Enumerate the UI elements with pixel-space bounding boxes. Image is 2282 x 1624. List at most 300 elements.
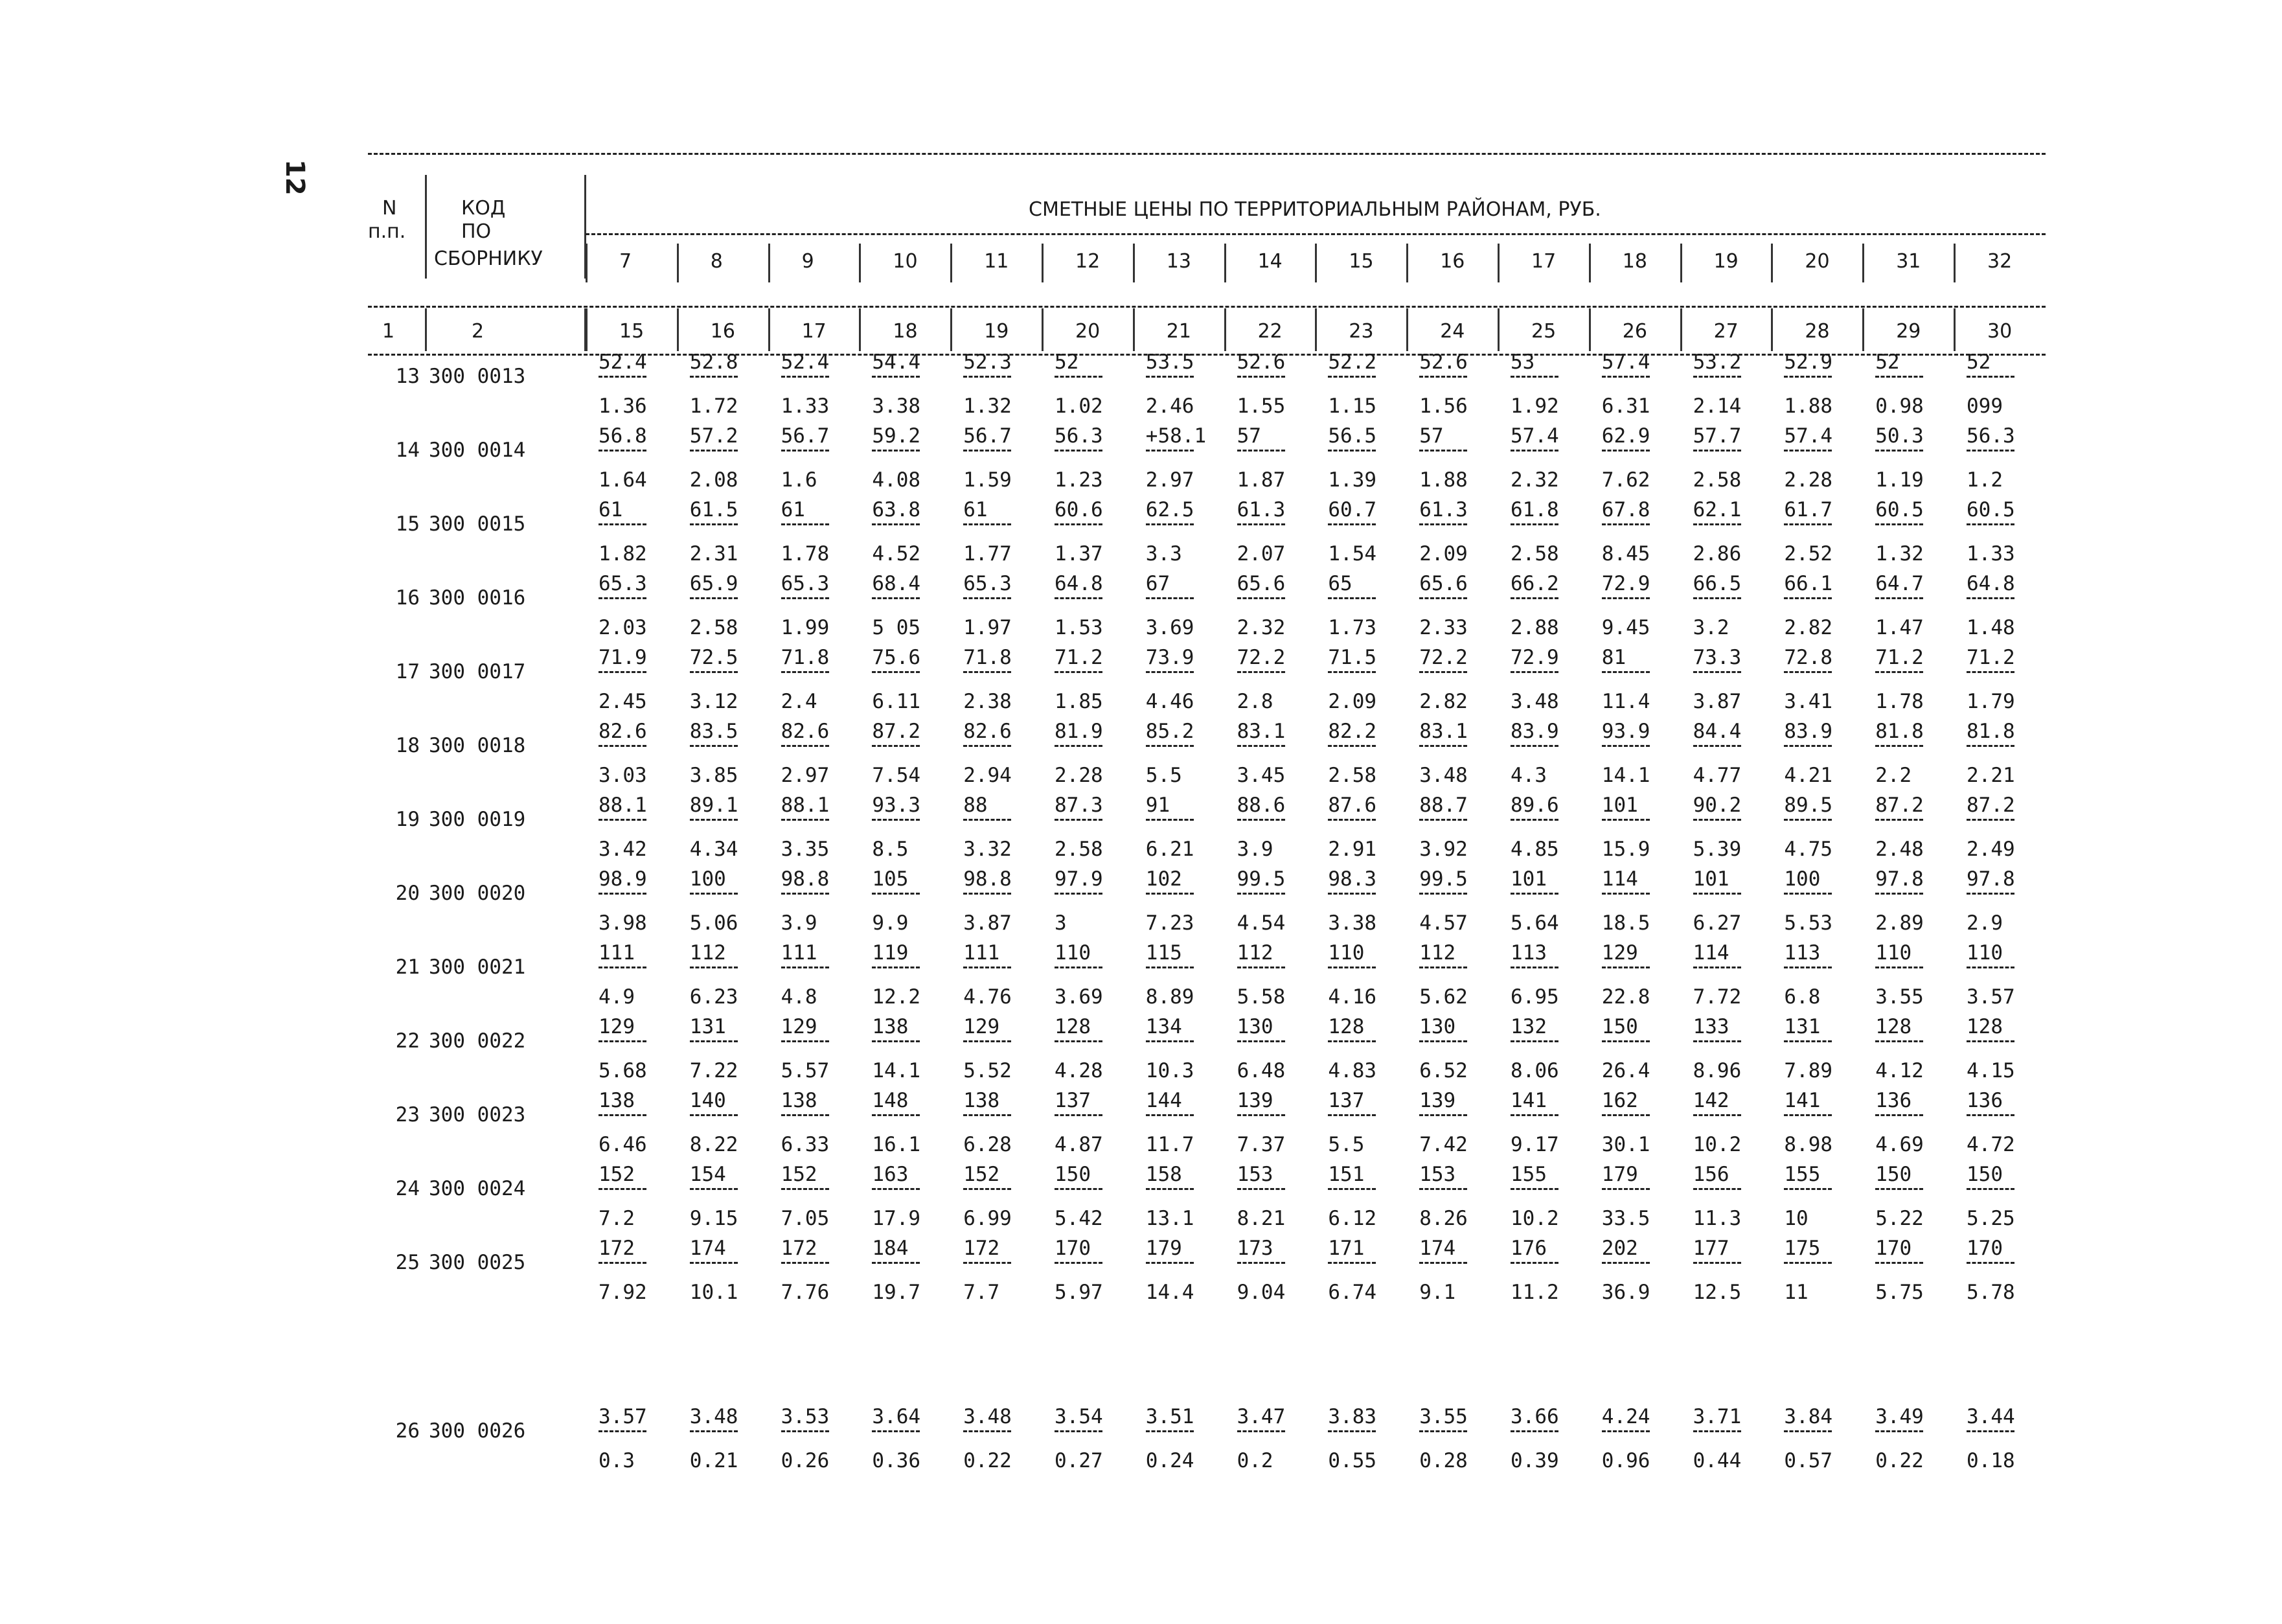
price-numerator: 152 — [599, 1163, 635, 1186]
price-numerator: 75.6 — [872, 646, 921, 669]
price-denominator: 3.98 — [599, 911, 647, 935]
price-numerator: 128 — [1875, 1015, 1912, 1038]
price-numerator: 114 — [1601, 867, 1638, 891]
price-denominator: 0.39 — [1511, 1449, 1559, 1472]
price-numerator: 57.4 — [1601, 350, 1650, 374]
row-number: 24 — [395, 1177, 420, 1200]
fraction-line — [1511, 1114, 1558, 1116]
fraction-line — [781, 1262, 829, 1264]
fraction-line — [690, 893, 738, 895]
price-denominator: 7.54 — [872, 764, 921, 787]
price-numerator: 61.8 — [1511, 498, 1559, 521]
price-numerator: 3.51 — [1145, 1405, 1194, 1428]
price-denominator: 4.83 — [1328, 1059, 1377, 1082]
fraction-line — [599, 1262, 646, 1264]
price-numerator: 59.2 — [872, 424, 921, 448]
price-denominator: 8.96 — [1693, 1059, 1742, 1082]
fraction-line — [1419, 1040, 1467, 1042]
row-code: 300 0019 — [429, 808, 526, 831]
price-numerator: 61.3 — [1419, 498, 1468, 521]
price-numerator: 62.5 — [1145, 498, 1194, 521]
fraction-line — [1328, 597, 1376, 599]
price-denominator: 1.33 — [781, 395, 830, 418]
header-col-code-sub1: ПО — [461, 220, 492, 243]
region-separator — [1315, 244, 1317, 282]
fraction-line — [1693, 819, 1741, 821]
price-numerator: 137 — [1328, 1089, 1365, 1112]
fraction-line — [1055, 1430, 1102, 1432]
price-denominator: 3.55 — [1875, 985, 1924, 1009]
price-denominator: 22.8 — [1601, 985, 1650, 1009]
price-numerator: 83.1 — [1237, 720, 1286, 743]
price-denominator: 1.2 — [1967, 468, 2003, 492]
index-number-20: 20 — [1075, 320, 1101, 343]
price-denominator: 3.87 — [1693, 690, 1742, 713]
price-denominator: 2.8 — [1237, 690, 1273, 713]
price-denominator: 1.99 — [781, 616, 830, 639]
price-numerator: 176 — [1511, 1237, 1547, 1260]
index-number-23: 23 — [1349, 320, 1374, 343]
fraction-line — [1419, 671, 1467, 673]
fraction-line — [690, 1262, 738, 1264]
price-numerator: 172 — [599, 1237, 635, 1260]
price-numerator: 57.7 — [1693, 424, 1742, 448]
price-numerator: 100 — [689, 867, 726, 891]
price-numerator: 112 — [1419, 941, 1456, 965]
price-denominator: 4.08 — [872, 468, 921, 492]
price-numerator: 3.66 — [1511, 1405, 1559, 1428]
fraction-line — [1237, 1430, 1285, 1432]
fraction-line — [872, 671, 920, 673]
price-denominator: 1.02 — [1055, 395, 1103, 418]
fraction-line — [690, 966, 738, 968]
fraction-line — [963, 1188, 1011, 1190]
price-denominator: 7.7 — [963, 1281, 1000, 1304]
price-numerator: 154 — [689, 1163, 726, 1186]
price-numerator: 113 — [1784, 941, 1821, 965]
index-separator — [1315, 308, 1317, 351]
fraction-line — [1328, 1430, 1376, 1432]
price-numerator: 73.9 — [1145, 646, 1194, 669]
fraction-line — [1967, 671, 2014, 673]
fraction-line — [1146, 819, 1194, 821]
region-separator — [1589, 244, 1591, 282]
price-numerator: 133 — [1693, 1015, 1729, 1038]
region-header-11: 11 — [984, 250, 1009, 273]
price-numerator: 89.6 — [1511, 794, 1559, 817]
region-header-17: 17 — [1531, 250, 1557, 273]
price-denominator: 1.82 — [599, 542, 647, 566]
region-rule — [368, 306, 2046, 308]
fraction-line — [1693, 966, 1741, 968]
price-denominator: 3.2 — [1693, 616, 1729, 639]
price-numerator: 66.5 — [1693, 572, 1742, 595]
price-denominator: 7.76 — [781, 1281, 830, 1304]
fraction-line — [1784, 1430, 1832, 1432]
fraction-line — [1146, 671, 1194, 673]
price-denominator: 1.56 — [1419, 395, 1468, 418]
price-numerator: 162 — [1601, 1089, 1638, 1112]
fraction-line — [1146, 893, 1194, 895]
price-numerator: 87.2 — [1967, 794, 2015, 817]
price-numerator: 90.2 — [1693, 794, 1742, 817]
fraction-line — [1511, 671, 1558, 673]
fraction-line — [781, 966, 829, 968]
price-numerator: 57.2 — [689, 424, 738, 448]
price-denominator: 5.22 — [1875, 1207, 1924, 1230]
fraction-line — [690, 745, 738, 747]
fraction-line — [599, 1430, 646, 1432]
index-number-15: 15 — [619, 320, 645, 343]
fraction-line — [872, 376, 920, 378]
price-numerator: 73.3 — [1693, 646, 1742, 669]
price-numerator: 88.6 — [1237, 794, 1286, 817]
fraction-line — [1146, 1188, 1194, 1190]
price-denominator: 2.38 — [963, 690, 1012, 713]
fraction-line — [963, 1430, 1011, 1432]
fraction-line — [1602, 523, 1650, 525]
price-denominator: 1.15 — [1328, 395, 1377, 418]
price-denominator: 2.46 — [1145, 395, 1194, 418]
fraction-line — [1693, 1262, 1741, 1264]
price-numerator: 136 — [1967, 1089, 2003, 1112]
index-col-2: 2 — [472, 320, 485, 343]
price-denominator: 8.06 — [1511, 1059, 1559, 1082]
fraction-line — [781, 1114, 829, 1116]
price-numerator: 131 — [689, 1015, 726, 1038]
price-numerator: 65.3 — [963, 572, 1012, 595]
price-denominator: 5.57 — [781, 1059, 830, 1082]
fraction-line — [1146, 450, 1194, 452]
price-numerator: 56.7 — [963, 424, 1012, 448]
price-denominator: 11 — [1784, 1281, 1808, 1304]
index-separator — [1042, 308, 1044, 351]
index-separator — [950, 308, 952, 351]
fraction-line — [1967, 1040, 2014, 1042]
price-numerator: 97.8 — [1967, 867, 2015, 891]
fraction-line — [781, 819, 829, 821]
index-separator — [677, 308, 679, 351]
fraction-line — [1875, 450, 1923, 452]
row-number: 13 — [395, 365, 420, 388]
price-numerator: 175 — [1784, 1237, 1821, 1260]
price-denominator: 4.34 — [689, 838, 738, 861]
price-numerator: 101 — [1511, 867, 1547, 891]
fraction-line — [1875, 376, 1923, 378]
region-header-12: 12 — [1075, 250, 1101, 273]
price-denominator: 0.3 — [599, 1449, 635, 1472]
price-denominator: 6.48 — [1237, 1059, 1286, 1082]
price-numerator: 65.6 — [1237, 572, 1286, 595]
fraction-line — [1237, 1262, 1285, 1264]
price-numerator: 156 — [1693, 1163, 1729, 1186]
fraction-line — [1602, 1430, 1650, 1432]
price-denominator: 7.05 — [781, 1207, 830, 1230]
price-denominator: 2.49 — [1967, 838, 2015, 861]
price-numerator: 52 — [1875, 350, 1900, 374]
price-numerator: 71.9 — [599, 646, 647, 669]
price-denominator: 2.86 — [1693, 542, 1742, 566]
price-denominator: 0.2 — [1237, 1449, 1273, 1472]
price-denominator: 1.73 — [1328, 616, 1377, 639]
price-denominator: 5.5 — [1328, 1133, 1365, 1156]
row-number: 22 — [395, 1029, 420, 1053]
fraction-line — [1967, 523, 2014, 525]
price-denominator: 4.57 — [1419, 911, 1468, 935]
price-numerator: 110 — [1875, 941, 1912, 965]
fraction-line — [599, 966, 646, 968]
region-header-8: 8 — [710, 250, 723, 273]
fraction-line — [1419, 893, 1467, 895]
fraction-line — [599, 893, 646, 895]
price-numerator: 52.9 — [1784, 350, 1833, 374]
price-denominator: 1.72 — [689, 395, 738, 418]
index-separator — [1680, 308, 1682, 351]
row-code: 300 0020 — [429, 882, 526, 905]
price-numerator: 171 — [1328, 1237, 1365, 1260]
fraction-line — [1328, 671, 1376, 673]
fraction-line — [1146, 1430, 1194, 1432]
price-numerator: 136 — [1875, 1089, 1912, 1112]
price-numerator: 173 — [1237, 1237, 1273, 1260]
fraction-line — [1419, 745, 1467, 747]
prices-title: СМЕТНЫЕ ЦЕНЫ ПО ТЕРРИТОРИАЛЬНЫМ РАЙОНАМ, РУБ. — [1029, 198, 1601, 221]
fraction-line — [1784, 376, 1832, 378]
fraction-line — [1511, 1188, 1558, 1190]
fraction-line — [1693, 1430, 1741, 1432]
price-numerator: 52.8 — [689, 350, 738, 374]
fraction-line — [690, 1114, 738, 1116]
price-denominator: 1.78 — [1875, 690, 1924, 713]
price-numerator: 153 — [1237, 1163, 1273, 1186]
price-numerator: 52.3 — [963, 350, 1012, 374]
index-number-27: 27 — [1713, 320, 1739, 343]
price-denominator: 1.39 — [1328, 468, 1377, 492]
fraction-line — [1055, 745, 1102, 747]
price-numerator: 56.7 — [781, 424, 830, 448]
fraction-line — [1328, 1262, 1376, 1264]
price-denominator: 5.52 — [963, 1059, 1012, 1082]
price-denominator: 4.72 — [1967, 1133, 2015, 1156]
fraction-line — [963, 671, 1011, 673]
fraction-line — [1693, 523, 1741, 525]
price-denominator: 16.1 — [872, 1133, 921, 1156]
price-denominator: 7.42 — [1419, 1133, 1468, 1156]
fraction-line — [1693, 1188, 1741, 1190]
price-denominator: 0.57 — [1784, 1449, 1833, 1472]
price-numerator: 67.8 — [1601, 498, 1650, 521]
price-denominator: 6.21 — [1145, 838, 1194, 861]
price-denominator: 2.4 — [781, 690, 817, 713]
fraction-line — [599, 745, 646, 747]
price-numerator: 98.8 — [781, 867, 830, 891]
row-number: 14 — [395, 439, 420, 462]
fraction-line — [1237, 893, 1285, 895]
price-denominator: 2.58 — [1693, 468, 1742, 492]
price-denominator: 2.58 — [1328, 764, 1377, 787]
price-denominator: 9.17 — [1511, 1133, 1559, 1156]
fraction-line — [1419, 597, 1467, 599]
index-number-26: 26 — [1622, 320, 1647, 343]
fraction-line — [1237, 1114, 1285, 1116]
price-denominator: 11.4 — [1601, 690, 1650, 713]
fraction-line — [1237, 376, 1285, 378]
price-numerator: 60.6 — [1055, 498, 1103, 521]
price-numerator: 56.3 — [1967, 424, 2015, 448]
fraction-line — [1328, 893, 1376, 895]
fraction-line — [1146, 523, 1194, 525]
price-numerator: 52.4 — [599, 350, 647, 374]
price-denominator: 1.32 — [1875, 542, 1924, 566]
index-number-28: 28 — [1805, 320, 1830, 343]
price-denominator: 0.96 — [1601, 1449, 1650, 1472]
price-denominator: 15.9 — [1601, 838, 1650, 861]
price-numerator: 172 — [781, 1237, 817, 1260]
fraction-line — [599, 1114, 646, 1116]
price-denominator: 2.32 — [1511, 468, 1559, 492]
price-denominator: 14.4 — [1145, 1281, 1194, 1304]
price-denominator: 17.9 — [872, 1207, 921, 1230]
price-denominator: 2.33 — [1419, 616, 1468, 639]
price-numerator: 112 — [1237, 941, 1273, 965]
price-numerator: 155 — [1784, 1163, 1821, 1186]
price-denominator: 2.97 — [1145, 468, 1194, 492]
fraction-line — [1146, 1040, 1194, 1042]
price-denominator: 2.48 — [1875, 838, 1924, 861]
price-numerator: 172 — [963, 1237, 1000, 1260]
price-denominator: 0.18 — [1967, 1449, 2015, 1472]
fraction-line — [781, 1188, 829, 1190]
row-code: 300 0022 — [429, 1029, 526, 1053]
fraction-line — [872, 966, 920, 968]
price-numerator: 111 — [781, 941, 817, 965]
price-numerator: 129 — [781, 1015, 817, 1038]
price-denominator: 1.97 — [963, 616, 1012, 639]
price-numerator: 129 — [963, 1015, 1000, 1038]
price-denominator: 7.23 — [1145, 911, 1194, 935]
price-denominator: 10.2 — [1693, 1133, 1742, 1156]
price-numerator: 82.6 — [599, 720, 647, 743]
price-numerator: 130 — [1419, 1015, 1456, 1038]
price-denominator: 3.85 — [689, 764, 738, 787]
fraction-line — [1055, 1114, 1102, 1116]
price-denominator: 8.26 — [1419, 1207, 1468, 1230]
price-denominator: 10.1 — [689, 1281, 738, 1304]
fraction-line — [781, 671, 829, 673]
price-numerator: 72.5 — [689, 646, 738, 669]
region-header-13: 13 — [1166, 250, 1191, 273]
price-numerator: 131 — [1784, 1015, 1821, 1038]
fraction-line — [1967, 1188, 2014, 1190]
price-numerator: 3.48 — [689, 1405, 738, 1428]
price-numerator: 97.9 — [1055, 867, 1103, 891]
fraction-line — [1146, 597, 1194, 599]
header-separator — [425, 175, 427, 279]
price-numerator: 3.53 — [781, 1405, 830, 1428]
fraction-line — [963, 1114, 1011, 1116]
fraction-line — [781, 523, 829, 525]
region-separator — [677, 244, 679, 282]
price-numerator: 88 — [963, 794, 988, 817]
price-numerator: 132 — [1511, 1015, 1547, 1038]
price-denominator: 1.59 — [963, 468, 1012, 492]
fraction-line — [1693, 376, 1741, 378]
fraction-line — [1419, 1430, 1467, 1432]
row-code: 300 0023 — [429, 1103, 526, 1127]
region-separator — [1680, 244, 1682, 282]
price-numerator: 3.49 — [1875, 1405, 1924, 1428]
price-numerator: 72.9 — [1511, 646, 1559, 669]
fraction-line — [1328, 1188, 1376, 1190]
price-denominator: 0.22 — [963, 1449, 1012, 1472]
price-denominator: 0.22 — [1875, 1449, 1924, 1472]
price-denominator: 3.42 — [599, 838, 647, 861]
price-numerator: 163 — [872, 1163, 909, 1186]
price-numerator: 113 — [1511, 941, 1547, 965]
price-numerator: 3.47 — [1237, 1405, 1286, 1428]
fraction-line — [1328, 966, 1376, 968]
price-numerator: 81 — [1601, 646, 1626, 669]
price-denominator: 4.77 — [1693, 764, 1742, 787]
price-numerator: 60.5 — [1967, 498, 2015, 521]
region-separator — [1771, 244, 1773, 282]
price-numerator: 71.2 — [1055, 646, 1103, 669]
price-denominator: 3.45 — [1237, 764, 1286, 787]
fraction-line — [1784, 745, 1832, 747]
price-denominator: 0.27 — [1055, 1449, 1103, 1472]
price-numerator: 134 — [1145, 1015, 1182, 1038]
fraction-line — [872, 893, 920, 895]
price-denominator: 11.2 — [1511, 1281, 1559, 1304]
fraction-line — [1602, 966, 1650, 968]
fraction-line — [1967, 450, 2014, 452]
index-separator — [1498, 308, 1500, 351]
price-denominator: 1.32 — [963, 395, 1012, 418]
price-denominator: 19.7 — [872, 1281, 921, 1304]
price-denominator: 3.69 — [1145, 616, 1194, 639]
price-denominator: 2.89 — [1875, 911, 1924, 935]
fraction-line — [1967, 966, 2014, 968]
region-separator — [859, 244, 861, 282]
fraction-line — [690, 1430, 738, 1432]
price-numerator: 110 — [1328, 941, 1365, 965]
price-denominator: 6.33 — [781, 1133, 830, 1156]
fraction-line — [1602, 1188, 1650, 1190]
fraction-line — [963, 745, 1011, 747]
fraction-line — [963, 450, 1011, 452]
fraction-line — [872, 1430, 920, 1432]
price-denominator: 3.87 — [963, 911, 1012, 935]
fraction-line — [963, 966, 1011, 968]
price-denominator: 1.88 — [1419, 468, 1468, 492]
index-separator — [859, 308, 861, 351]
fraction-line — [872, 1040, 920, 1042]
fraction-line — [1237, 671, 1285, 673]
price-denominator: 4.16 — [1328, 985, 1377, 1009]
price-numerator: 141 — [1511, 1089, 1547, 1112]
price-denominator: 2.58 — [689, 616, 738, 639]
fraction-line — [1967, 745, 2014, 747]
price-denominator: 4.69 — [1875, 1133, 1924, 1156]
price-numerator: 170 — [1875, 1237, 1912, 1260]
fraction-line — [599, 1188, 646, 1190]
index-number-19: 19 — [984, 320, 1009, 343]
price-denominator: 2.32 — [1237, 616, 1286, 639]
price-numerator: 52.2 — [1328, 350, 1377, 374]
fraction-line — [872, 523, 920, 525]
row-number: 23 — [395, 1103, 420, 1127]
price-numerator: 128 — [1328, 1015, 1365, 1038]
